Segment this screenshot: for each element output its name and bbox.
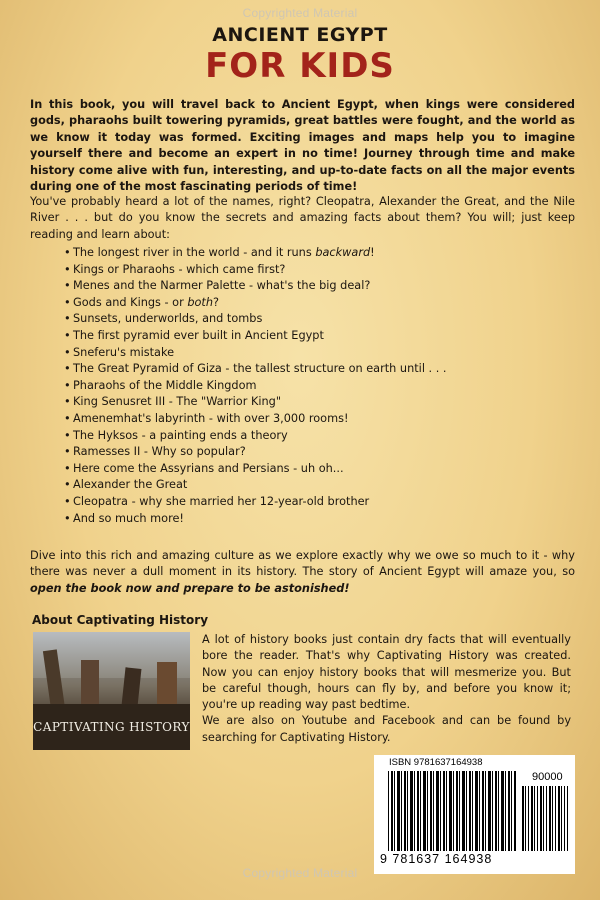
- topic-text: Here come the Assyrians and Persians - uh oh...: [73, 461, 344, 475]
- bullet-marker: •: [64, 478, 71, 492]
- bullet-marker: •: [64, 395, 71, 409]
- intro-paragraph: In this book, you will travel back to Ancient Egypt, when kings were considered gods, pharaohs built towering pyramids, great battles were fought, and the world as we know it today was formed. Exciting images and maps help you to imagine yourself there and become an expert in no time! Journey through time and make history come alive with fun, interesting, and up-to-date facts on all the major events during one of the most fascinating periods of time!: [30, 98, 575, 194]
- watermark-bottom: Copyrighted Material: [242, 866, 358, 880]
- bullet-marker: •: [64, 461, 71, 475]
- bullet-marker: •: [64, 445, 71, 459]
- barcode-bars: [388, 771, 516, 851]
- lead-paragraph: You've probably heard a lot of the names, right? Cleopatra, Alexander the Great, and the Nile River . . . but do you know the secrets and amazing facts about them? You will; just keep reading and learn about:: [30, 195, 575, 241]
- topic-list-item: [64, 411, 544, 428]
- topic-list-item: [64, 328, 544, 345]
- barcode-addon-bars: [522, 786, 568, 851]
- topic-list-item: [64, 311, 544, 328]
- barcode-addon-number: 90000: [532, 771, 563, 783]
- topic-list: [64, 245, 544, 527]
- topic-text: Cleopatra - why she married her 12-year-old brother: [73, 494, 370, 508]
- topic-emphasis: both: [187, 295, 213, 309]
- topic-list-item: [64, 295, 544, 312]
- topic-text: Sneferu's mistake: [73, 345, 175, 359]
- bullet-marker: •: [64, 411, 71, 425]
- topic-text: The first pyramid ever built in Ancient Egypt: [73, 328, 324, 342]
- topic-text: Amenemhat's labyrinth - with over 3,000 rooms!: [73, 411, 349, 425]
- topic-list-item: [64, 511, 544, 528]
- topic-list-item: [64, 394, 544, 411]
- bullet-marker: •: [64, 246, 71, 259]
- closing-paragraph: [30, 548, 575, 597]
- topic-text: Pharaohs of the Middle Kingdom: [73, 378, 257, 392]
- about-paragraph-2: We are also on Youtube and Facebook and can be found by searching for Captivating History.: [202, 714, 571, 744]
- topic-text: The Hyksos - a painting ends a theory: [73, 428, 288, 442]
- topic-text: King Senusret III - The "Warrior King": [73, 395, 282, 409]
- title-line-2: FOR KIDS: [205, 46, 395, 86]
- topic-text: Ramesses II - Why so popular?: [73, 445, 246, 459]
- isbn-label: ISBN 9781637164938: [389, 757, 483, 768]
- topic-text: The Great Pyramid of Giza - the tallest structure on earth until . . .: [73, 362, 447, 376]
- bullet-marker: •: [64, 362, 71, 376]
- title-line-1: ANCIENT EGYPT: [212, 24, 388, 46]
- topic-text: Gods and Kings - or: [73, 295, 188, 309]
- bullet-marker: •: [64, 378, 71, 392]
- barcode-box: [374, 755, 575, 874]
- topic-text: Sunsets, underworlds, and tombs: [73, 312, 263, 326]
- barcode-digits: 9 781637 164938: [380, 852, 493, 866]
- topic-text: Alexander the Great: [73, 478, 188, 492]
- topic-list-item: [64, 278, 544, 295]
- topic-list-item: [64, 345, 544, 362]
- topic-text: Kings or Pharaohs - which came first?: [73, 262, 286, 276]
- bullet-marker: •: [64, 511, 71, 525]
- about-heading: About Captivating History: [32, 613, 209, 627]
- bullet-marker: •: [64, 328, 71, 342]
- topic-list-item: [64, 461, 544, 478]
- about-paragraph-1: A lot of history books just contain dry facts that will eventually bore the reader. That's why Captivating History was created. Now you can enjoy history books that will mesmerize you. But be careful though, hours can fly by, and before you know it; you're up reading way past bedtime.: [202, 633, 571, 712]
- bullet-marker: •: [64, 428, 71, 442]
- closing-text: Dive into this rich and amazing culture as we explore exactly why we owe so much to it - why there was never a dull moment in its history. The story of Ancient Egypt will amaze you, so: [30, 549, 575, 579]
- bullet-marker: •: [64, 345, 71, 359]
- topic-list-item: [64, 428, 544, 445]
- topic-list-item: [64, 378, 544, 395]
- captivating-history-logo: CAPTIVATING HISTORY: [33, 720, 190, 734]
- bullet-marker: •: [64, 494, 71, 508]
- topic-list-item: [64, 444, 544, 461]
- bullet-marker: •: [64, 312, 71, 326]
- topic-tail: !: [370, 246, 375, 259]
- bullet-marker: •: [64, 279, 71, 293]
- topic-text: Menes and the Narmer Palette - what's the big deal?: [73, 279, 371, 293]
- topic-tail: ?: [213, 295, 219, 309]
- topic-list-item: [64, 477, 544, 494]
- captivating-history-image: [33, 632, 190, 750]
- topic-emphasis: backward: [315, 246, 371, 259]
- topic-text: And so much more!: [73, 511, 184, 525]
- topic-list-item: [64, 245, 544, 262]
- topic-list-item: [64, 494, 544, 511]
- closing-bold: open the book now and prepare to be astonished!: [30, 581, 350, 595]
- watermark-top: Copyrighted Material: [242, 6, 358, 20]
- topic-list-item: [64, 361, 544, 378]
- topic-text: The longest river in the world - and it runs: [73, 246, 316, 259]
- bullet-marker: •: [64, 262, 71, 276]
- topic-list-item: [64, 262, 544, 279]
- about-text: [202, 632, 571, 746]
- bullet-marker: •: [64, 295, 71, 309]
